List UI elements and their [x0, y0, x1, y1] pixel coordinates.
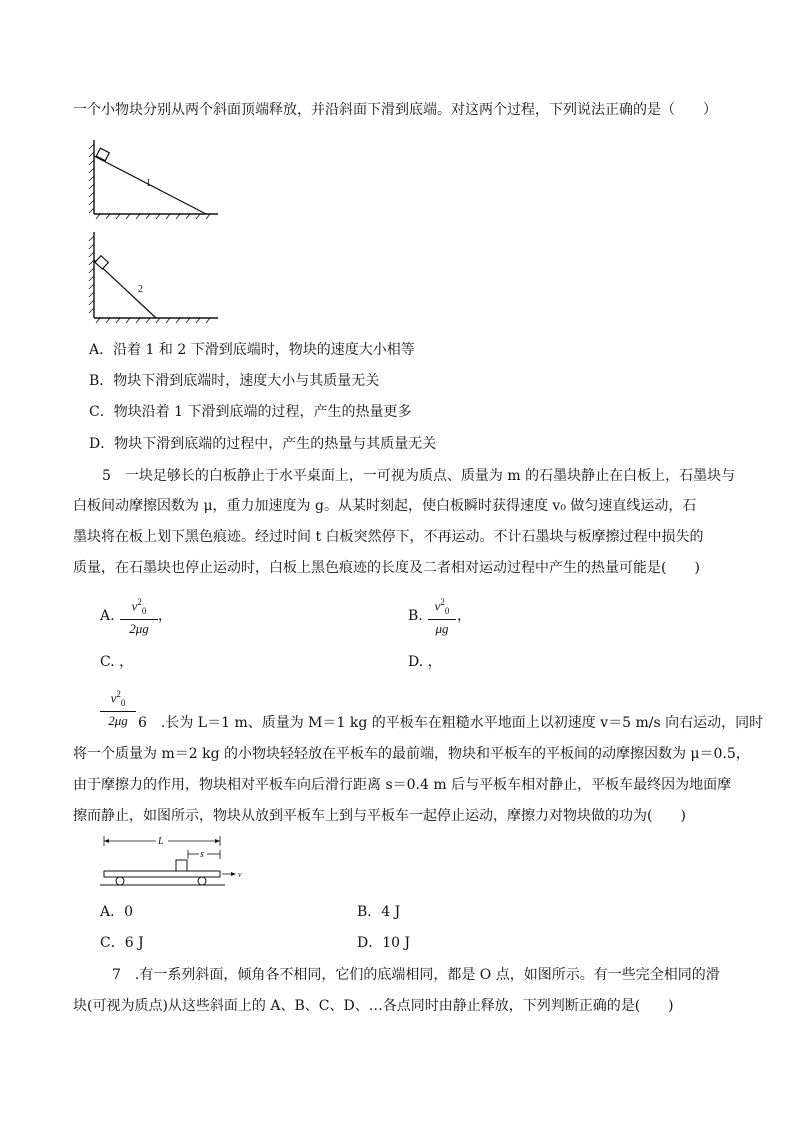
incline-2-label: 2 [138, 284, 143, 295]
q6-line-4: 擦而静止，如图所示，物块从放到平板车上到与平板车一起停止运动，摩擦力对物块做的功为( ) [73, 808, 686, 824]
q5-option-c[interactable]: C. ， [100, 654, 134, 670]
frac-numerator-v: v [110, 690, 117, 706]
frac-numerator-v: v [131, 598, 138, 614]
frac-denominator: 2μg [100, 711, 136, 729]
q5-option-a-label[interactable]: A. [100, 608, 115, 624]
cart-figure [100, 832, 250, 890]
q4-option-c[interactable]: C．物块沿着 1 下滑到底端的过程，产生的热量更多 [89, 404, 412, 420]
q5-line-3: 墨块将在板上划下黑色痕迹。经过时间 t 白板突然停下，不再运动。不计石墨块与板摩擦过程中损失的 [73, 529, 704, 545]
q4-option-d[interactable]: D．物块下滑到底端的过程中，产生的热量与其质量无关 [89, 436, 437, 452]
q7-line-1: 7 .有一系列斜面，倾角各不相同，它们的底端相同，都是 O 点，如图所示。有一些完全相同的滑 [112, 967, 720, 983]
q6-option-c[interactable]: C．6 J [100, 935, 144, 951]
frac-numerator-sup: 2 [137, 597, 142, 607]
q4-stem: 一个小物块分别从两个斜面顶端释放，并沿斜面下滑到底端。对这两个过程，下列说法正确的是（ ） [73, 102, 717, 118]
frac-numerator-sub: 0 [141, 605, 147, 616]
incline-figure-1 [88, 136, 223, 220]
frac-numerator-sub: 0 [444, 605, 450, 616]
q5-line-2: 白板间动摩擦因数为 μ，重力加速度为 g。从某时刻起，使白板瞬时获得速度 v₀ 做匀速直线运动，石 [73, 498, 697, 514]
q6-line-3: 由于摩擦力的作用，物块相对平板车向后滑行距离 s＝0.4 m 后与平板车相对静止，平板车最终因为地面摩 [73, 777, 732, 793]
frac-numerator-sub: 0 [120, 697, 126, 708]
q7-line-2: 块(可视为质点)从这些斜面上的 A、B、C、D、…各点同时由静止释放，下列判断正确的是( ) [73, 998, 674, 1014]
q5-option-b-label[interactable]: B. [408, 608, 423, 624]
q5-option-a-fraction [120, 595, 158, 637]
q5-line-4: 质量，在石墨块也停止运动时，白板上黑色痕迹的长度及二者相对运动过程中产生的热量可能是( ) [73, 560, 700, 576]
incline-figure-2 [88, 228, 223, 323]
q5-option-d[interactable]: D. ， [408, 654, 442, 670]
q6-line-1: 6 .长为 L＝1 m、质量为 M＝1 kg 的平板车在粗糙水平地面上以初速度 v＝5 m/s 向右运动，同时 [138, 715, 764, 731]
frac-numerator-sup: 2 [440, 597, 445, 607]
frac-denominator: μg [428, 619, 456, 637]
frac-numerator-v: v [434, 598, 441, 614]
q5-option-a-comma: ， [158, 608, 172, 624]
distance-label-s: s [200, 849, 204, 860]
q5-option-b-comma: ， [457, 608, 471, 624]
q6-option-b[interactable]: B．4 J [357, 904, 401, 920]
q4-option-b[interactable]: B．物块下滑到底端时，速度大小与其质量无关 [89, 373, 380, 389]
incline-1-label: 1 [146, 178, 151, 189]
q5-option-b-fraction [428, 595, 456, 637]
frac-numerator-sup: 2 [116, 689, 121, 699]
q6-line-2: 将一个质量为 m＝2 kg 的小物块轻轻放在平板车的最前端，物块和平板车的平板间的动摩擦因数为 μ＝0.5， [73, 746, 750, 762]
velocity-label-v: v [238, 870, 242, 879]
length-label-L: L [158, 836, 164, 847]
q5-line-1: 5 一块足够长的白板静止于水平桌面上，一可视为质点、质量为 m 的石墨块静止在白板上，石墨块与 [102, 468, 736, 484]
q4-option-a[interactable]: A．沿着 1 和 2 下滑到底端时，物块的速度大小相等 [89, 342, 415, 358]
q6-option-a[interactable]: A．0 [100, 904, 134, 920]
frac-denominator: 2μg [120, 619, 158, 637]
q6-option-d[interactable]: D．10 J [357, 935, 411, 951]
q5-stray-fraction [100, 687, 136, 729]
